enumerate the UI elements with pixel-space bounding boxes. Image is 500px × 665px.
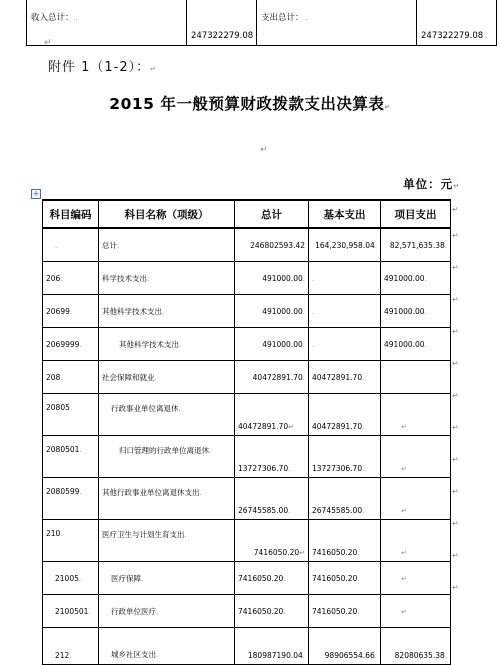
expense-label-cell: 支出总计： . xyxy=(257,0,417,46)
cell-total: 180987190.04. xyxy=(235,628,309,665)
cell-basic: 7416050.20. xyxy=(309,562,381,595)
row-end-mark: ↵ xyxy=(452,327,459,336)
row-end-mark: ↵ xyxy=(452,423,459,432)
table-row xyxy=(43,228,451,262)
cell-name: 其他科学技术支出. xyxy=(99,328,235,361)
cell-project: ↵ xyxy=(381,595,451,628)
cell-basic: 40472891.70. xyxy=(309,394,381,436)
cell-name: 科学技术支出. xyxy=(99,262,235,295)
cell-project xyxy=(381,361,451,394)
cell-code: 2069999. xyxy=(43,328,99,361)
cell-total: 7416050.20↵ xyxy=(235,520,309,562)
cell-project: 491000.00. xyxy=(381,262,451,295)
row-end-mark: ↵ xyxy=(452,455,459,464)
cell-basic: . xyxy=(309,295,381,328)
row-end-mark: ↵ xyxy=(452,205,459,214)
cell-basic: 13727306.70. xyxy=(309,436,381,478)
paragraph-mark: ↵ xyxy=(260,145,268,155)
paragraph-mark: ↵ xyxy=(44,38,52,48)
table-row xyxy=(43,628,451,665)
cell-project: 82,571,635.38. xyxy=(381,228,451,262)
cell-project: ↵ xyxy=(381,520,451,562)
table-row xyxy=(43,436,451,478)
cell-name: 其他行政事业单位离退休支出. xyxy=(99,478,235,520)
cell-name: 归口管理的行政单位离退休. xyxy=(99,436,235,478)
cell-total: 13727306.70. xyxy=(235,436,309,478)
table-row xyxy=(43,478,451,520)
expense-value: 247322279.08 xyxy=(421,31,484,41)
cell-code: 210. xyxy=(43,520,99,562)
table-row xyxy=(43,520,451,562)
income-value: 247322279.08 xyxy=(191,31,254,41)
title-text: 2015 年一般预算财政拨款支出决算表 xyxy=(109,95,385,113)
cell-name: 行政单位医疗. xyxy=(99,595,235,628)
cell-total: 40472891.70. xyxy=(235,361,309,394)
cell-total: 491000.00. xyxy=(235,328,309,361)
cell-code: 20805. xyxy=(43,394,99,436)
attachment-text: 附件 1（1-2）： xyxy=(48,60,151,75)
cell-basic: . xyxy=(309,328,381,361)
cell-basic: 26745585.00. xyxy=(309,478,381,520)
cell-basic: 7416050.20. xyxy=(309,595,381,628)
header-name: 科目名称（项级） xyxy=(99,200,235,228)
table-header-row xyxy=(43,200,451,228)
cell-total: 26745585.00. xyxy=(235,478,309,520)
row-end-mark: ↵ xyxy=(452,231,459,240)
cell-project: ↵ xyxy=(381,478,451,520)
row-end-mark: ↵ xyxy=(452,295,459,304)
row-end-mark: ↵ xyxy=(452,263,459,272)
expense-label: 支出总计： xyxy=(261,13,304,23)
cell-code: 2080599. xyxy=(43,478,99,520)
cell-total: 491000.00. xyxy=(235,262,309,295)
summary-table xyxy=(26,0,497,46)
cell-total: 7416050.20. xyxy=(235,562,309,595)
unit-label: 单位：元↵ xyxy=(403,177,460,191)
summary-row xyxy=(27,0,497,46)
cell-basic: 7416050.20. xyxy=(309,520,381,562)
table-row xyxy=(43,562,451,595)
cell-total: 491000.00. xyxy=(235,295,309,328)
header-basic: 基本支出 xyxy=(309,200,381,228)
row-end-mark: ↵ xyxy=(452,551,459,560)
cell-basic: 164,230,958.04. xyxy=(309,228,381,262)
cell-code: 21005. xyxy=(43,562,99,595)
header-code: 科目编码 xyxy=(43,200,99,228)
cell-project: 82080635.38. xyxy=(381,628,451,665)
expense-value-cell: 247322279.08 . xyxy=(417,0,497,46)
table-row xyxy=(43,295,451,328)
cell-code: 20699. xyxy=(43,295,99,328)
header-project: 项目支出 xyxy=(381,200,451,228)
row-end-mark: ↵ xyxy=(452,583,459,592)
table-move-handle-icon[interactable]: + xyxy=(32,189,40,198)
expenditure-table xyxy=(42,199,451,665)
cell-name: 医疗卫生与计划生育支出. xyxy=(99,520,235,562)
income-label-cell: 收入总计： . xyxy=(27,0,187,46)
header-total: 总计 xyxy=(235,200,309,228)
cell-name: 社会保障和就业. xyxy=(99,361,235,394)
cell-basic: 40472891.70. xyxy=(309,361,381,394)
cell-name: 行政事业单位离退休. xyxy=(99,394,235,436)
cell-name: 总计. xyxy=(99,228,235,262)
cell-code: 212. xyxy=(43,628,99,665)
cell-project: ↵ xyxy=(381,562,451,595)
table-row xyxy=(43,328,451,361)
table-row xyxy=(43,595,451,628)
cell-total: 246802593.42 xyxy=(235,228,309,262)
unit-text: 单位：元 xyxy=(403,177,454,191)
cell-code: 208. xyxy=(43,361,99,394)
attachment-label: 附件 1（1-2）：↵ xyxy=(48,60,158,75)
cell-code: 2100501. xyxy=(43,595,99,628)
cell-name: 其他科学技术支出. xyxy=(99,295,235,328)
cell-code: . xyxy=(43,228,99,262)
cell-project: 491000.00. xyxy=(381,328,451,361)
row-end-mark: ↵ xyxy=(452,519,459,528)
table-row xyxy=(43,394,451,436)
table-row xyxy=(43,262,451,295)
row-end-mark: ↵ xyxy=(452,391,459,400)
cell-total: 40472891.70↵ xyxy=(235,394,309,436)
cell-project: ↵ xyxy=(381,394,451,436)
cell-project: ↵ xyxy=(381,436,451,478)
table-row xyxy=(43,361,451,394)
row-end-mark: ↵ xyxy=(452,487,459,496)
cell-project: 491000.00. xyxy=(381,295,451,328)
cell-name: 城乡社区支出. xyxy=(99,628,235,665)
row-end-mark: ↵ xyxy=(452,359,459,368)
cell-name: 医疗保障. xyxy=(99,562,235,595)
income-label: 收入总计： xyxy=(31,13,74,23)
cell-basic: 98906554.66. xyxy=(309,628,381,665)
cell-code: 206. xyxy=(43,262,99,295)
cell-total: 7416050.20. xyxy=(235,595,309,628)
cell-code: 2080501. xyxy=(43,436,99,478)
income-value-cell: 247322279.08 . xyxy=(187,0,257,46)
cell-basic: . xyxy=(309,262,381,295)
page-title: 2015 年一般预算财政拨款支出决算表↵ xyxy=(109,95,391,113)
